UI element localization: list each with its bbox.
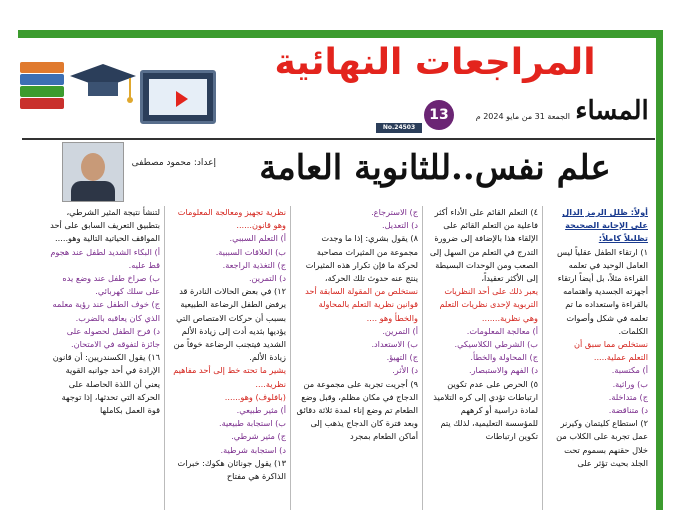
article-paragraph: يعبر ذلك على أحد النظريات التربوية لإحدى نظريات التعلم وهي نظرية.......: [439, 286, 538, 323]
graduation-cap-icon: [68, 58, 138, 110]
section-title: المراجعات النهائية: [274, 42, 596, 83]
column-4: [168, 206, 286, 510]
column-3: [294, 206, 418, 510]
column-1: [548, 206, 648, 510]
article-paragraph: ٥) الحرص على عدم تكوين ارتباطات تؤدي إلى كره التلاميذ لمادة دراسية أو كرههم للمؤسسة التعليمية، لذلك يتم تكوين ارتباطات: [433, 378, 538, 442]
article-paragraph: د) التمرين.: [248, 273, 286, 284]
article-paragraph: ١٢) في بعض الحالات النادرة قد يرفض الطفل الرضاعة الطبيعية بسبب أن حركات الامتصاص التي يؤديها بثديه أدت إلى زيادة الألم الشديد فيتجنب الرضاعة خوفاً من زيادة الألم.: [173, 286, 286, 363]
article-paragraph: ب) استجابة طبيعية.: [218, 418, 286, 429]
laptop-illustration: [140, 70, 216, 124]
side-frame-bar: [656, 30, 663, 510]
article-paragraph: ١٦) يقول الكسندريين: أن قانون الإرادة في أحد جوانبه القوية يعني أن اللذة الحاصلة على الحركة التي تحدثها، إذا توجهة قوة العمل بكاملها: [52, 352, 160, 416]
book-icon: [20, 98, 64, 109]
article-paragraph: التعلم عملية.....: [593, 352, 648, 363]
author-photo: [62, 142, 124, 202]
author-suit: [71, 181, 115, 202]
article-paragraph: ج) المحاولة والخطأ.: [470, 352, 538, 363]
newspaper-logo: المساء: [575, 96, 649, 126]
article-paragraph: ب) العلاقات السببية.: [215, 246, 286, 257]
article-paragraph: د) الفهم والاستبصار.: [468, 365, 538, 376]
author-byline: إعداد: محمود مصطفى: [131, 158, 216, 168]
column-5: [48, 206, 160, 510]
article-paragraph: نستخلص مما سبق أن: [574, 339, 648, 350]
column-divider: [422, 206, 423, 510]
article-paragraph: ج) التهيؤ.: [386, 352, 418, 363]
header-rule: [22, 138, 655, 140]
article-paragraph: ج) خوف الطفل عند رؤية معلمه الذي كان يعاقبه بالضرب.: [52, 299, 160, 323]
article-paragraph: (بافلوف) وهو......: [224, 391, 286, 402]
article-headline: علم نفس..للثانوية العامة: [259, 148, 611, 188]
top-frame-bar: [18, 30, 663, 38]
article-paragraph: ج) التغذية الراجعة.: [222, 259, 286, 270]
article-paragraph: ج) متداخلة.: [608, 391, 648, 402]
page-number-badge: 13: [424, 100, 454, 130]
article-paragraph: ٩) أجريت تجربة على مجموعة من الدجاج في مكان مظلم، وقبل وضع الطعام تم وضع إناء لمدة ثلاثة دقائق وبعد فترة كان الدجاج يذهب إلى أماكن الطعام بمجرد: [296, 378, 418, 442]
article-paragraph: د) متناقضة.: [608, 405, 648, 416]
article-paragraph: نستخلص من المقولة السابقة أحد قوانين نظرية التعلم بالمحاولة والخطأ وهو ....: [305, 286, 418, 323]
article-paragraph: أ) التعلم السببي.: [229, 233, 286, 244]
column-divider: [164, 206, 165, 510]
article-paragraph: ج) مثير شرطي.: [231, 431, 286, 442]
author-face: [81, 153, 105, 181]
article-paragraph: د) استجابة شرطية.: [220, 444, 286, 455]
article-paragraph: ٨) يقول بشري: إذا ما وجدت مجموعة من المثيرات مصاحبة لحركة ما فإن تكرار هذه المثيرات ينتج عنه حدوث تلك الحركة،: [305, 233, 418, 284]
article-paragraph: ب) صراخ طفل عند وضع يده على سلك كهربائي.: [62, 273, 160, 297]
laptop-screen: [149, 79, 207, 115]
issue-number: No.24503: [376, 123, 422, 133]
article-paragraph: ب) الشرطي الكلاسيكي.: [454, 339, 538, 350]
article-paragraph: أولاً: ظلل الرمز الدال على الإجابة الصحيحة تظليلاً كاملاً:: [562, 207, 648, 244]
article-paragraph: لتنشأ نتيجة المثير الشرطي، بتطبيق التعريف السابق على أحد المواقف الحياتية التالية وهو.....: [50, 207, 160, 244]
issue-date: الجمعة 31 من مايو 2024 م: [475, 112, 570, 121]
article-paragraph: د) التعديل.: [381, 220, 418, 231]
article-paragraph: أ) معالجة المعلومات.: [466, 325, 538, 336]
column-divider: [542, 206, 543, 510]
article-paragraph: أ) التمرين.: [382, 325, 418, 336]
article-paragraph: يشير ما تحته خط إلى أحد مفاهيم نظرية....: [173, 365, 286, 389]
article-paragraph: نظرية تجهيز ومعالجة المعلومات وهو قانون......: [177, 207, 286, 231]
article-paragraph: ج) الاسترجاع.: [371, 207, 418, 217]
book-icon: [20, 74, 64, 85]
book-icon: [20, 86, 64, 97]
article-paragraph: ب) الاستعداد.: [371, 339, 418, 350]
books-illustration: [20, 62, 60, 118]
book-icon: [20, 62, 64, 73]
article-paragraph: د) الأثر.: [392, 365, 418, 376]
article-paragraph: ٢) استطاع كليتمان وكيرنر عمل تجربة على الكلاب من خلال حقنهم بسموم تحت الجلد بحيث تؤثر على: [556, 418, 648, 468]
article-paragraph: أ) مثير طبيعي.: [236, 405, 286, 416]
article-paragraph: ١٣) يقول جوناثان هكوك: خبرات الذاكرة هي مفتاح: [177, 457, 286, 482]
article-paragraph: أ) مكتسبة.: [611, 365, 648, 376]
play-icon: [176, 91, 188, 107]
article-paragraph: ٤) التعلم القائم على الأداء أكثر فاعلية من التعلم القائم على الإلقاء هذا بالإضافة إلى ضرورة التدرج في التعلم من السهل إلى الصعب ومن الوحدات البسيطة إلى الأكثر تعقيداً،: [429, 207, 538, 284]
column-divider: [290, 206, 291, 510]
article-paragraph: د) فرح الطفل لحصوله على جائزة لتفوقه في الامتحان.: [66, 325, 160, 350]
article-paragraph: أ) البكاء الشديد لطفل عند هجوم قط عليه.: [50, 246, 160, 270]
article-paragraph: ١) ارتقاء الطفل عقلياً ليس العامل الوحيد في تعلمه القراءة مثلاً، بل أيضاً ارتقاء أجهزته الجسدية واهتمامه بالقراءة واستعداده ما تم تعلمه في شكل وأصوات الكلمات.: [557, 246, 648, 336]
article-paragraph: ب) وراثية.: [612, 378, 648, 389]
column-2: [426, 206, 538, 510]
